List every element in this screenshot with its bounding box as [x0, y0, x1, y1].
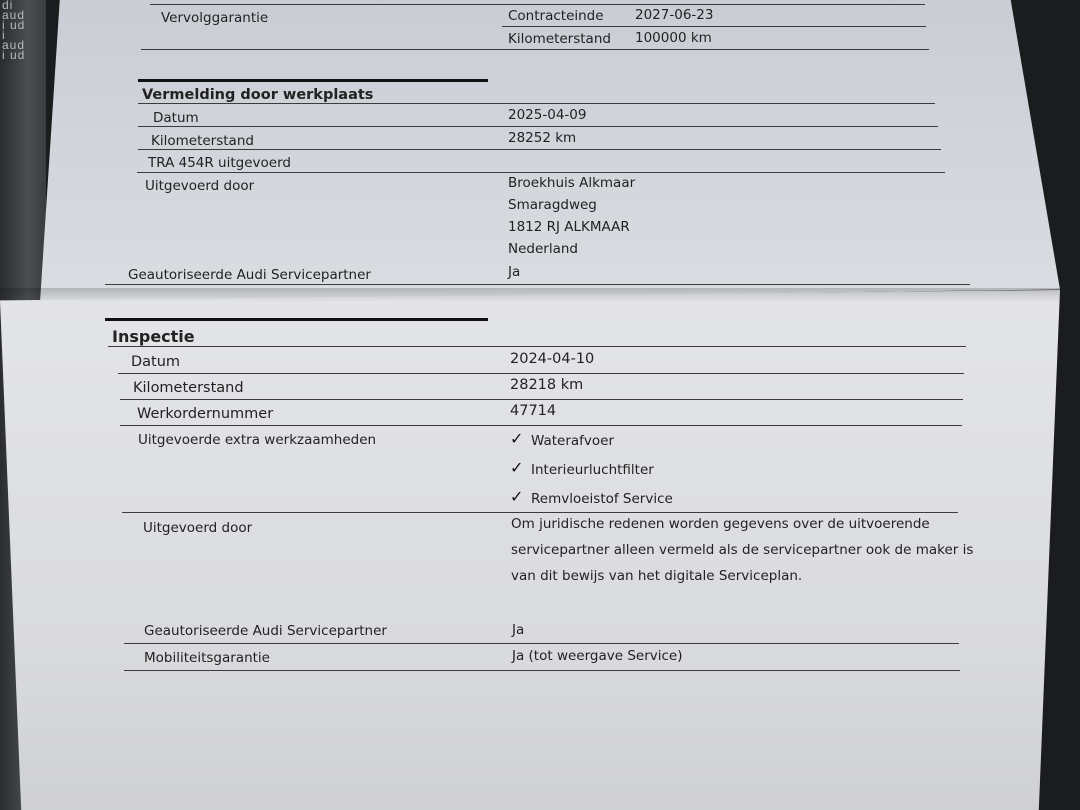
- divider: [141, 49, 929, 50]
- inspection-km-value: 28218 km: [510, 377, 584, 393]
- divider: [120, 425, 962, 426]
- inspection-datum-label: Datum: [131, 354, 181, 370]
- order-number-label: Werkordernummer: [137, 406, 274, 422]
- address-line-4: Nederland: [508, 241, 578, 257]
- checkmark-icon: ✓: [510, 429, 524, 448]
- workshop-datum-value: 2025-04-09: [508, 107, 587, 123]
- inspection-title: Inspectie: [112, 327, 195, 346]
- inspection-done-by-label: Uitgevoerd door: [143, 520, 253, 536]
- km-value-top: 100000 km: [635, 30, 712, 46]
- section-rule: [138, 79, 488, 82]
- checkmark-icon: ✓: [510, 487, 524, 506]
- tra-label: TRA 454R uitgevoerd: [148, 155, 291, 171]
- inspection-auth-label: Geautoriseerde Audi Servicepartner: [144, 623, 387, 639]
- inspection-auth-value: Ja: [512, 622, 525, 638]
- done-by-text-line-3: van dit bewijs van het digitale Serviceplan.: [511, 568, 803, 584]
- km-label-top: Kilometerstand: [508, 31, 611, 47]
- workshop-auth-label: Geautoriseerde Audi Servicepartner: [128, 267, 371, 283]
- mobility-label: Mobiliteitsgarantie: [144, 650, 270, 666]
- address-line-3: 1812 RJ ALKMAAR: [508, 219, 630, 235]
- workshop-km-label: Kilometerstand: [151, 133, 254, 149]
- contracteinde-value: 2027-06-23: [635, 7, 714, 23]
- workshop-auth-value: Ja: [508, 264, 521, 280]
- section-rule: [105, 318, 488, 321]
- workshop-datum-label: Datum: [153, 110, 199, 126]
- extra-work-label: Uitgevoerde extra werkzaamheden: [138, 432, 377, 448]
- fold-shadow: [0, 288, 1060, 302]
- workshop-km-value: 28252 km: [508, 130, 577, 146]
- divider: [118, 373, 964, 374]
- address-line-2: Smaragdweg: [508, 197, 597, 213]
- divider: [137, 172, 945, 173]
- divider: [124, 643, 959, 644]
- vervolggarantie-label: Vervolggarantie: [161, 10, 269, 26]
- side-logo-text: di aud i ud i aud i ud: [2, 0, 26, 62]
- divider: [150, 4, 925, 5]
- done-by-text-line-1: Om juridische redenen worden gegevens over de uitvoerende: [511, 516, 930, 532]
- divider: [122, 512, 958, 513]
- divider: [124, 670, 960, 671]
- divider: [138, 149, 941, 150]
- mobility-value: Ja (tot weergave Service): [512, 648, 683, 664]
- checkmark-icon: ✓: [510, 458, 524, 477]
- divider: [502, 26, 926, 27]
- address-line-1: Broekhuis Alkmaar: [508, 175, 636, 191]
- workshop-title: Vermelding door werkplaats: [142, 87, 374, 103]
- divider: [105, 284, 970, 285]
- extra-item-3: Remvloeistof Service: [531, 491, 673, 507]
- extra-item-1: Waterafvoer: [531, 433, 615, 449]
- done-by-text-line-2: servicepartner alleen vermeld als de servicepartner ook de maker is: [511, 542, 974, 558]
- divider: [138, 126, 938, 127]
- divider: [108, 346, 966, 347]
- inspection-km-label: Kilometerstand: [133, 380, 244, 396]
- workshop-done-by-label: Uitgevoerd door: [145, 178, 255, 194]
- divider: [138, 103, 935, 104]
- contracteinde-label: Contracteinde: [508, 8, 604, 24]
- divider: [120, 399, 963, 400]
- inspection-datum-value: 2024-04-10: [510, 351, 595, 367]
- order-number-value: 47714: [510, 403, 557, 419]
- extra-item-2: Interieurluchtfilter: [531, 462, 654, 478]
